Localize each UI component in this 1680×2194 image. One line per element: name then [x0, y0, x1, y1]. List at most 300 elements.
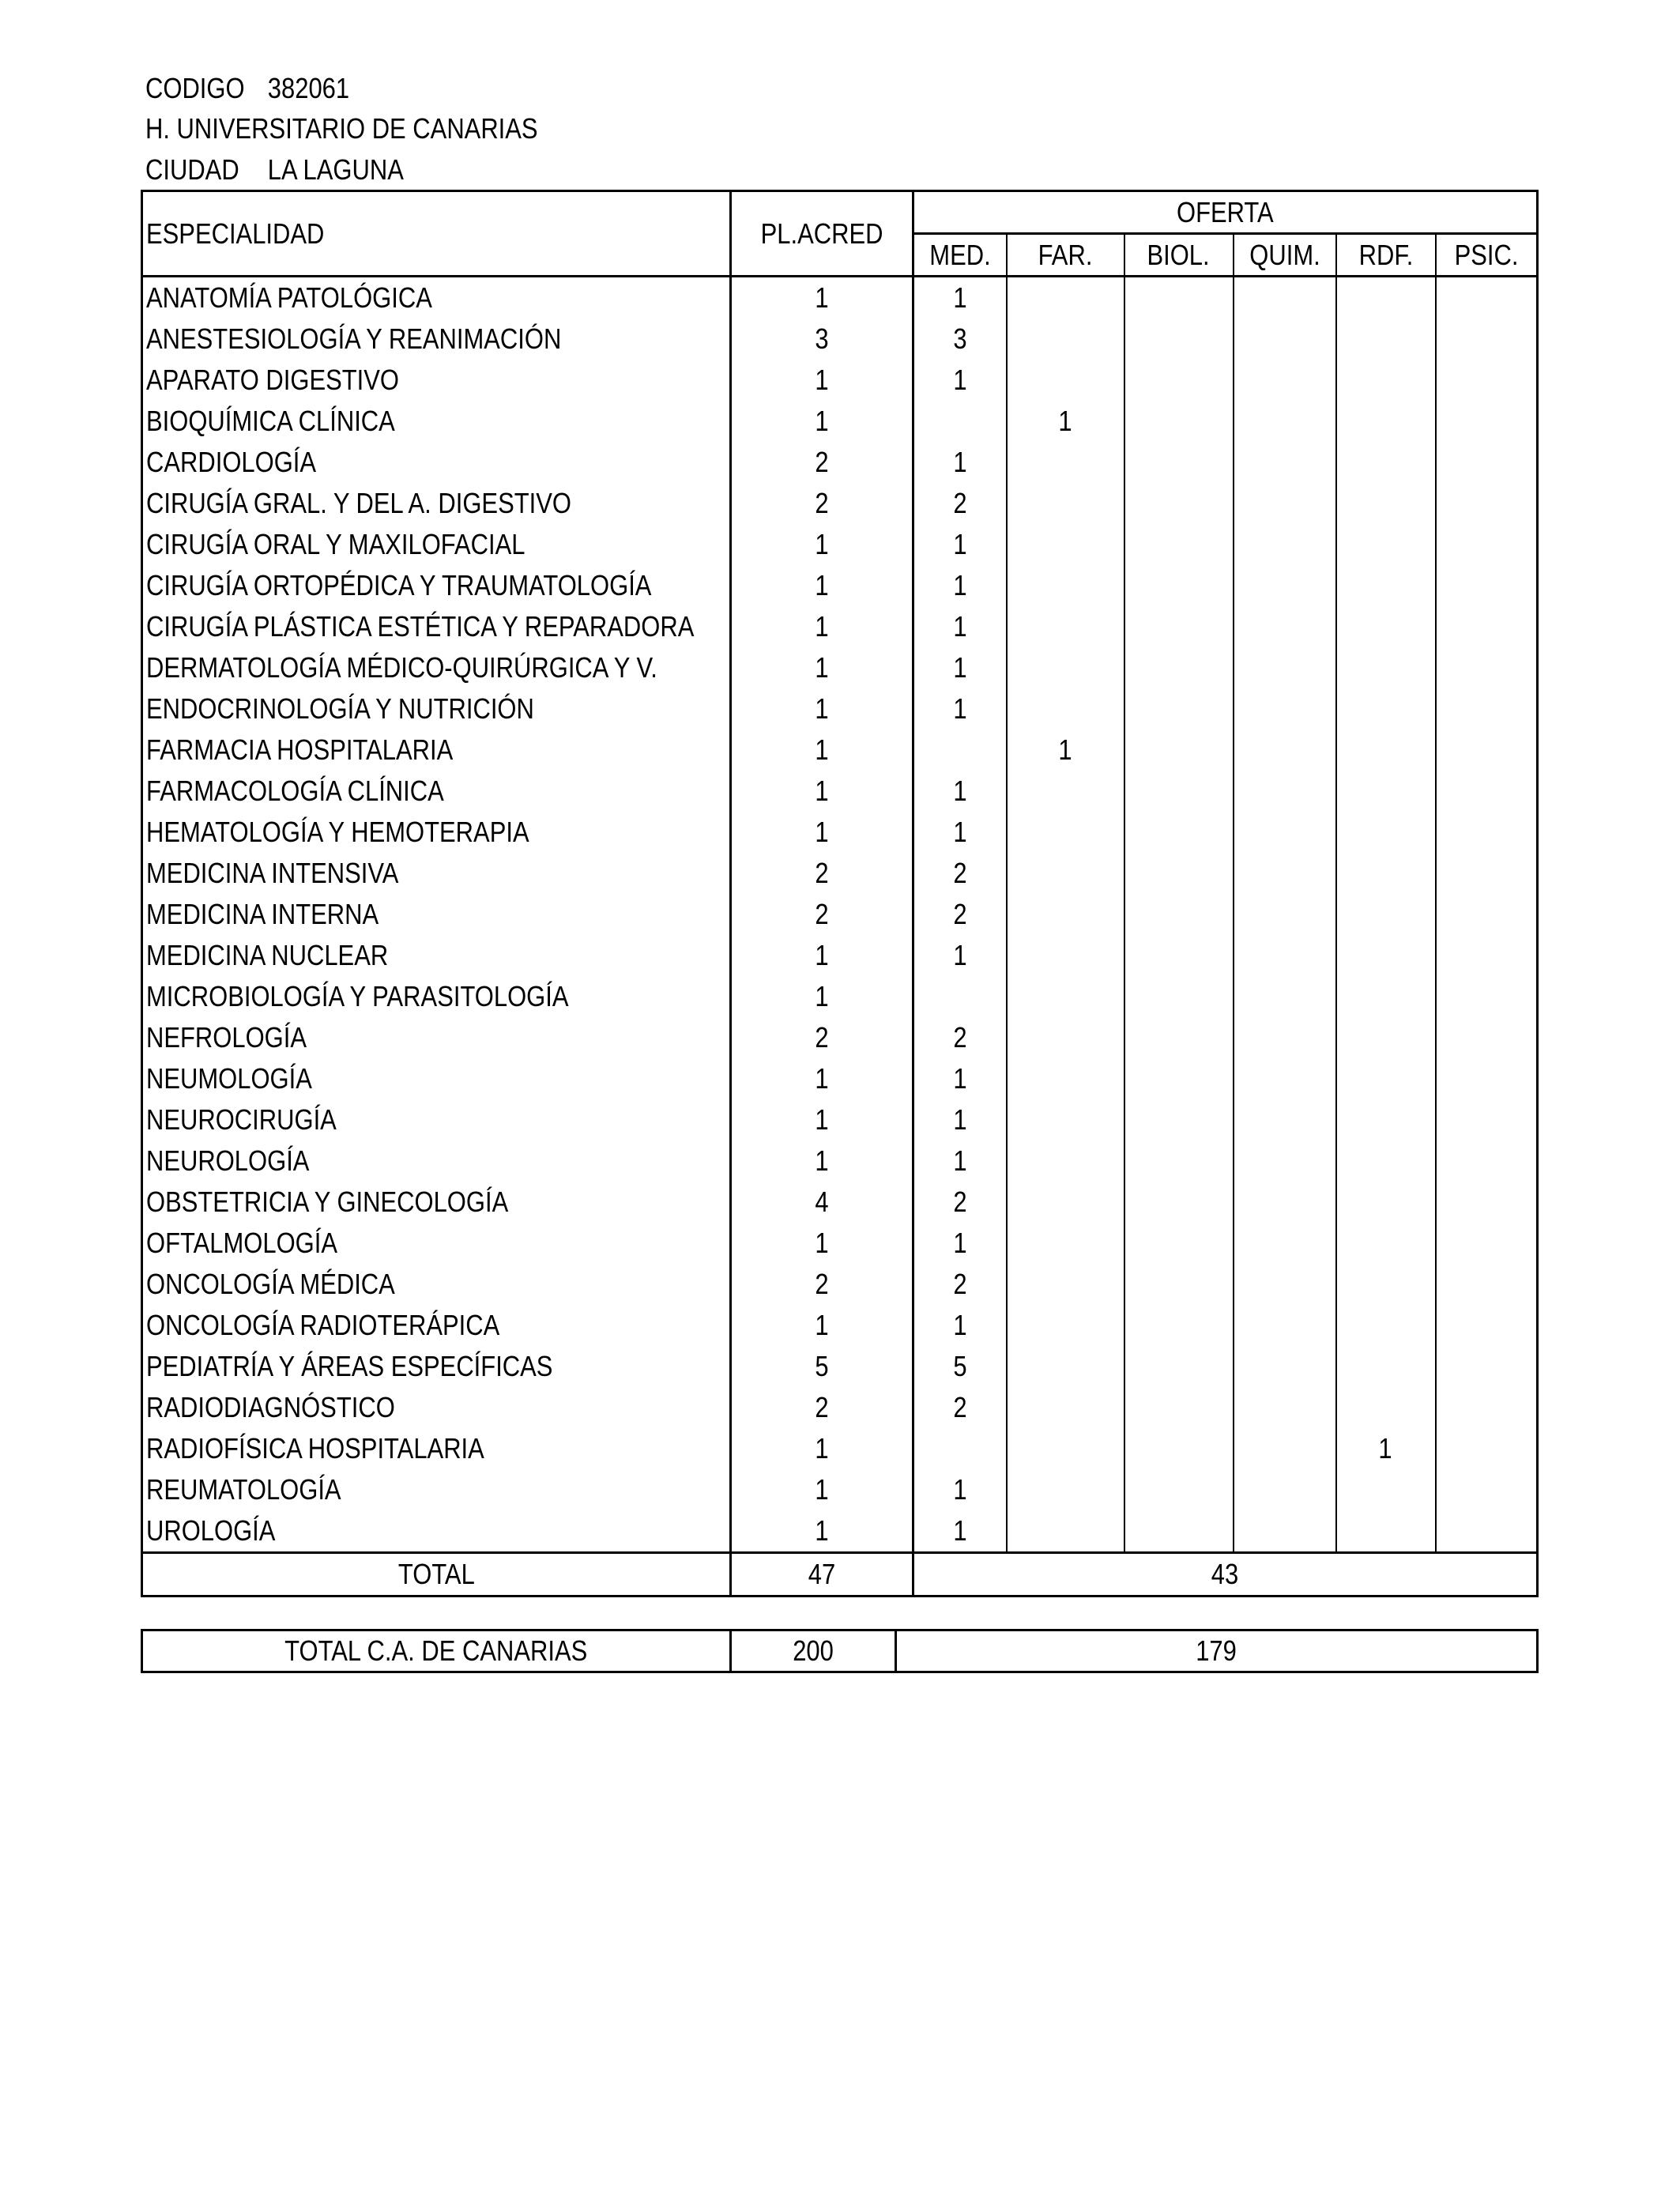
row-biol [1124, 647, 1234, 688]
row-far [1007, 1099, 1124, 1140]
row-quim [1234, 319, 1336, 360]
row-biol [1124, 688, 1234, 729]
row-biol [1124, 771, 1234, 812]
ca-total-label: TOTAL C.A. DE CANARIAS [284, 1634, 588, 1667]
row-far [1007, 647, 1124, 688]
row-especialidad: UROLOGÍA [146, 1514, 276, 1547]
row-especialidad: MICROBIOLOGÍA Y PARASITOLOGÍA [146, 980, 569, 1012]
row-especialidad: MEDICINA NUCLEAR [146, 939, 389, 971]
row-psic [1436, 524, 1538, 565]
row-psic [1436, 277, 1538, 319]
row-psic [1436, 1223, 1538, 1264]
row-quim [1234, 1223, 1336, 1264]
table-row [142, 1346, 1538, 1387]
ciudad-line [145, 154, 404, 186]
row-med: 2 [913, 1387, 1007, 1428]
row-quim [1234, 771, 1336, 812]
row-far [1007, 483, 1124, 524]
row-pl: 1 [731, 812, 913, 853]
table-row [142, 1017, 1538, 1058]
row-rdf [1336, 1099, 1436, 1140]
row-med: 1 [913, 1510, 1007, 1553]
row-quim [1234, 1428, 1336, 1469]
row-psic [1436, 1346, 1538, 1387]
row-pl: 1 [731, 1223, 913, 1264]
row-med: 1 [913, 360, 1007, 401]
row-far [1007, 442, 1124, 483]
row-quim [1234, 360, 1336, 401]
row-pl: 2 [731, 442, 913, 483]
row-biol [1124, 812, 1234, 853]
row-especialidad: PEDIATRÍA Y ÁREAS ESPECÍFICAS [146, 1350, 553, 1382]
row-especialidad: NEUROCIRUGÍA [146, 1103, 337, 1136]
row-psic [1436, 1469, 1538, 1510]
row-biol [1124, 976, 1234, 1017]
table-row [142, 1140, 1538, 1182]
row-pl: 1 [731, 647, 913, 688]
table-row [142, 1099, 1538, 1140]
row-rdf [1336, 1140, 1436, 1182]
row-far [1007, 1223, 1124, 1264]
row-biol [1124, 442, 1234, 483]
table-row [142, 360, 1538, 401]
row-quim [1234, 1099, 1336, 1140]
row-psic [1436, 812, 1538, 853]
subcol-med: MED. [913, 234, 1007, 277]
row-psic [1436, 647, 1538, 688]
row-biol [1124, 524, 1234, 565]
row-especialidad: OBSTETRICIA Y GINECOLOGÍA [146, 1186, 509, 1218]
row-far [1007, 360, 1124, 401]
row-especialidad: ANATOMÍA PATOLÓGICA [146, 281, 432, 314]
total-placred: 47 [731, 1553, 913, 1596]
table-row [142, 1387, 1538, 1428]
row-psic [1436, 1099, 1538, 1140]
row-psic [1436, 442, 1538, 483]
row-far [1007, 976, 1124, 1017]
row-psic [1436, 1305, 1538, 1346]
row-biol [1124, 853, 1234, 894]
row-psic [1436, 1387, 1538, 1428]
row-psic [1436, 771, 1538, 812]
table-row [142, 1510, 1538, 1553]
row-especialidad: ENDOCRINOLOGÍA Y NUTRICIÓN [146, 692, 534, 725]
row-med: 1 [913, 1140, 1007, 1182]
row-med: 2 [913, 894, 1007, 935]
row-biol [1124, 1017, 1234, 1058]
row-especialidad: DERMATOLOGÍA MÉDICO-QUIRÚRGICA Y V. [146, 651, 657, 684]
row-med: 1 [913, 277, 1007, 319]
row-quim [1234, 606, 1336, 647]
row-pl: 5 [731, 1346, 913, 1387]
codigo-line [145, 73, 349, 104]
row-especialidad: HEMATOLOGÍA Y HEMOTERAPIA [146, 816, 529, 848]
table-row [142, 812, 1538, 853]
row-far [1007, 688, 1124, 729]
row-especialidad: ONCOLOGÍA MÉDICA [146, 1268, 395, 1300]
row-med: 1 [913, 1469, 1007, 1510]
row-med: 1 [913, 606, 1007, 647]
row-pl: 3 [731, 319, 913, 360]
row-far [1007, 771, 1124, 812]
ciudad-value: LA LAGUNA [267, 153, 404, 186]
row-med: 2 [913, 1017, 1007, 1058]
row-med: 1 [913, 935, 1007, 976]
row-rdf [1336, 483, 1436, 524]
table-row [142, 524, 1538, 565]
row-pl: 4 [731, 1182, 913, 1223]
row-biol [1124, 1428, 1234, 1469]
row-biol [1124, 1223, 1234, 1264]
table-row [142, 1428, 1538, 1469]
subcol-biol: BIOL. [1124, 234, 1234, 277]
row-rdf [1336, 1469, 1436, 1510]
row-quim [1234, 1305, 1336, 1346]
row-quim [1234, 1058, 1336, 1099]
row-far [1007, 1346, 1124, 1387]
row-pl: 1 [731, 1099, 913, 1140]
row-med: 1 [913, 1223, 1007, 1264]
row-especialidad: RADIODIAGNÓSTICO [146, 1391, 395, 1423]
row-pl: 2 [731, 1387, 913, 1428]
row-biol [1124, 1469, 1234, 1510]
row-med [913, 1428, 1007, 1469]
row-pl: 2 [731, 483, 913, 524]
row-quim [1234, 1346, 1336, 1387]
row-med: 1 [913, 771, 1007, 812]
row-quim [1234, 894, 1336, 935]
row-far [1007, 319, 1124, 360]
row-med: 2 [913, 1264, 1007, 1305]
row-biol [1124, 1099, 1234, 1140]
codigo-value: 382061 [267, 72, 350, 104]
row-pl: 1 [731, 1510, 913, 1553]
row-quim [1234, 688, 1336, 729]
row-rdf: 1 [1336, 1428, 1436, 1469]
row-rdf [1336, 277, 1436, 319]
row-pl: 1 [731, 1428, 913, 1469]
row-far [1007, 1182, 1124, 1223]
row-quim [1234, 442, 1336, 483]
row-rdf [1336, 853, 1436, 894]
row-far [1007, 812, 1124, 853]
row-med: 1 [913, 1305, 1007, 1346]
table-row [142, 976, 1538, 1017]
row-especialidad: BIOQUÍMICA CLÍNICA [146, 405, 395, 437]
table-row [142, 1058, 1538, 1099]
row-pl: 1 [731, 1140, 913, 1182]
row-pl: 1 [731, 976, 913, 1017]
row-pl: 2 [731, 894, 913, 935]
row-far [1007, 565, 1124, 606]
row-rdf [1336, 729, 1436, 771]
subcol-psic: PSIC. [1436, 234, 1538, 277]
row-biol [1124, 729, 1234, 771]
row-quim [1234, 1017, 1336, 1058]
ca-total-table [141, 1629, 1539, 1673]
row-far [1007, 1428, 1124, 1469]
row-biol [1124, 1346, 1234, 1387]
row-quim [1234, 729, 1336, 771]
row-quim [1234, 812, 1336, 853]
row-rdf [1336, 1510, 1436, 1553]
row-especialidad: MEDICINA INTERNA [146, 898, 379, 930]
row-med: 1 [913, 1058, 1007, 1099]
row-rdf [1336, 442, 1436, 483]
row-biol [1124, 401, 1234, 442]
row-rdf [1336, 1264, 1436, 1305]
row-pl: 1 [731, 1469, 913, 1510]
row-psic [1436, 360, 1538, 401]
row-pl: 2 [731, 853, 913, 894]
row-psic [1436, 319, 1538, 360]
row-especialidad: CIRUGÍA ORAL Y MAXILOFACIAL [146, 528, 525, 560]
row-biol [1124, 319, 1234, 360]
row-med: 1 [913, 1099, 1007, 1140]
row-far [1007, 1264, 1124, 1305]
row-psic [1436, 729, 1538, 771]
row-psic [1436, 935, 1538, 976]
row-rdf [1336, 1182, 1436, 1223]
codigo-label: CODIGO [145, 72, 245, 104]
row-med [913, 729, 1007, 771]
row-pl: 2 [731, 1264, 913, 1305]
row-psic [1436, 483, 1538, 524]
row-rdf [1336, 647, 1436, 688]
row-med: 2 [913, 853, 1007, 894]
table-row [142, 1182, 1538, 1223]
row-med: 5 [913, 1346, 1007, 1387]
col-placred: PL.ACRED [731, 191, 913, 277]
row-med: 1 [913, 442, 1007, 483]
row-quim [1234, 647, 1336, 688]
ca-total-placred: 200 [731, 1630, 896, 1672]
row-rdf [1336, 894, 1436, 935]
table-row [142, 1469, 1538, 1510]
row-far [1007, 277, 1124, 319]
row-psic [1436, 1058, 1538, 1099]
row-biol [1124, 483, 1234, 524]
row-especialidad: CIRUGÍA PLÁSTICA ESTÉTICA Y REPARADORA [146, 610, 695, 643]
table-row [142, 647, 1538, 688]
row-especialidad: REUMATOLOGÍA [146, 1473, 341, 1506]
row-pl: 1 [731, 565, 913, 606]
row-far [1007, 1510, 1124, 1553]
row-rdf [1336, 1223, 1436, 1264]
row-rdf [1336, 976, 1436, 1017]
row-quim [1234, 565, 1336, 606]
row-rdf [1336, 935, 1436, 976]
table-row [142, 277, 1538, 319]
row-far [1007, 524, 1124, 565]
row-especialidad: FARMACOLOGÍA CLÍNICA [146, 775, 444, 807]
row-med: 2 [913, 483, 1007, 524]
row-rdf [1336, 565, 1436, 606]
row-rdf [1336, 606, 1436, 647]
table-row [142, 1223, 1538, 1264]
ca-total-oferta: 179 [896, 1630, 1538, 1672]
row-pl: 1 [731, 524, 913, 565]
row-especialidad: ONCOLOGÍA RADIOTERÁPICA [146, 1309, 500, 1341]
row-far [1007, 1469, 1124, 1510]
row-med: 1 [913, 565, 1007, 606]
row-pl: 2 [731, 1017, 913, 1058]
row-especialidad: APARATO DIGESTIVO [146, 364, 399, 396]
row-biol [1124, 565, 1234, 606]
col-especialidad: ESPECIALIDAD [142, 191, 731, 277]
row-psic [1436, 1428, 1538, 1469]
row-especialidad: FARMACIA HOSPITALARIA [146, 733, 454, 766]
row-quim [1234, 1264, 1336, 1305]
row-rdf [1336, 1058, 1436, 1099]
row-biol [1124, 935, 1234, 976]
row-pl: 1 [731, 688, 913, 729]
row-rdf [1336, 401, 1436, 442]
row-especialidad: CIRUGÍA GRAL. Y DEL A. DIGESTIVO [146, 487, 571, 519]
table-row [142, 565, 1538, 606]
table-row [142, 483, 1538, 524]
row-psic [1436, 606, 1538, 647]
row-far [1007, 1017, 1124, 1058]
row-especialidad: MEDICINA INTENSIVA [146, 857, 399, 889]
row-med: 1 [913, 647, 1007, 688]
row-psic [1436, 853, 1538, 894]
row-pl: 1 [731, 360, 913, 401]
row-rdf [1336, 1346, 1436, 1387]
row-rdf [1336, 812, 1436, 853]
row-rdf [1336, 1017, 1436, 1058]
row-far [1007, 894, 1124, 935]
table-row [142, 894, 1538, 935]
row-quim [1234, 853, 1336, 894]
table-row [142, 688, 1538, 729]
row-especialidad: ANESTESIOLOGÍA Y REANIMACIÓN [146, 322, 562, 355]
row-far: 1 [1007, 401, 1124, 442]
table-row [142, 1264, 1538, 1305]
row-med [913, 976, 1007, 1017]
row-psic [1436, 976, 1538, 1017]
row-rdf [1336, 771, 1436, 812]
row-biol [1124, 1387, 1234, 1428]
row-quim [1234, 401, 1336, 442]
table-row [142, 319, 1538, 360]
row-med: 2 [913, 1182, 1007, 1223]
row-biol [1124, 894, 1234, 935]
row-especialidad: NEUMOLOGÍA [146, 1062, 312, 1095]
row-far [1007, 853, 1124, 894]
col-oferta: OFERTA [913, 191, 1538, 234]
row-far [1007, 1305, 1124, 1346]
row-rdf [1336, 688, 1436, 729]
row-quim [1234, 976, 1336, 1017]
row-biol [1124, 277, 1234, 319]
table-row [142, 606, 1538, 647]
row-especialidad: NEFROLOGÍA [146, 1021, 307, 1054]
row-pl: 1 [731, 606, 913, 647]
row-pl: 1 [731, 935, 913, 976]
row-quim [1234, 483, 1336, 524]
subcol-quim: QUIM. [1234, 234, 1336, 277]
ciudad-label: CIUDAD [145, 153, 239, 186]
table-row [142, 729, 1538, 771]
specialties-table [141, 190, 1539, 1597]
row-rdf [1336, 1387, 1436, 1428]
row-biol [1124, 1264, 1234, 1305]
row-quim [1234, 1140, 1336, 1182]
row-psic [1436, 1510, 1538, 1553]
row-biol [1124, 1182, 1234, 1223]
subcol-rdf: RDF. [1336, 234, 1436, 277]
row-psic [1436, 894, 1538, 935]
row-pl: 1 [731, 401, 913, 442]
row-med: 1 [913, 688, 1007, 729]
row-pl: 1 [731, 277, 913, 319]
row-especialidad: NEUROLOGÍA [146, 1144, 310, 1177]
row-especialidad: RADIOFÍSICA HOSPITALARIA [146, 1432, 484, 1465]
row-biol [1124, 1510, 1234, 1553]
row-psic [1436, 401, 1538, 442]
row-quim [1234, 1510, 1336, 1553]
row-rdf [1336, 1305, 1436, 1346]
row-psic [1436, 1182, 1538, 1223]
total-label: TOTAL [142, 1553, 731, 1596]
row-biol [1124, 606, 1234, 647]
row-quim [1234, 524, 1336, 565]
row-psic [1436, 565, 1538, 606]
row-med: 3 [913, 319, 1007, 360]
row-quim [1234, 1182, 1336, 1223]
row-psic [1436, 1140, 1538, 1182]
table-row [142, 1305, 1538, 1346]
table-row [142, 853, 1538, 894]
row-biol [1124, 1305, 1234, 1346]
row-psic [1436, 1017, 1538, 1058]
row-med: 1 [913, 812, 1007, 853]
row-biol [1124, 1058, 1234, 1099]
row-far [1007, 606, 1124, 647]
row-quim [1234, 277, 1336, 319]
table-row [142, 935, 1538, 976]
row-biol [1124, 1140, 1234, 1182]
row-pl: 1 [731, 1058, 913, 1099]
table-row [142, 401, 1538, 442]
row-rdf [1336, 524, 1436, 565]
table-row [142, 771, 1538, 812]
row-rdf [1336, 319, 1436, 360]
row-quim [1234, 1469, 1336, 1510]
row-quim [1234, 1387, 1336, 1428]
row-med [913, 401, 1007, 442]
subcol-far: FAR. [1007, 234, 1124, 277]
row-especialidad: CIRUGÍA ORTOPÉDICA Y TRAUMATOLOGÍA [146, 569, 652, 601]
row-far [1007, 1140, 1124, 1182]
table-row [142, 442, 1538, 483]
total-oferta: 43 [913, 1553, 1538, 1596]
row-quim [1234, 935, 1336, 976]
row-pl: 1 [731, 771, 913, 812]
row-rdf [1336, 360, 1436, 401]
row-far [1007, 1058, 1124, 1099]
row-far: 1 [1007, 729, 1124, 771]
hospital-name: H. UNIVERSITARIO DE CANARIAS [145, 112, 538, 145]
row-pl: 1 [731, 1305, 913, 1346]
row-especialidad: OFTALMOLOGÍA [146, 1227, 337, 1259]
row-pl: 1 [731, 729, 913, 771]
row-psic [1436, 688, 1538, 729]
row-far [1007, 935, 1124, 976]
row-biol [1124, 360, 1234, 401]
row-psic [1436, 1264, 1538, 1305]
